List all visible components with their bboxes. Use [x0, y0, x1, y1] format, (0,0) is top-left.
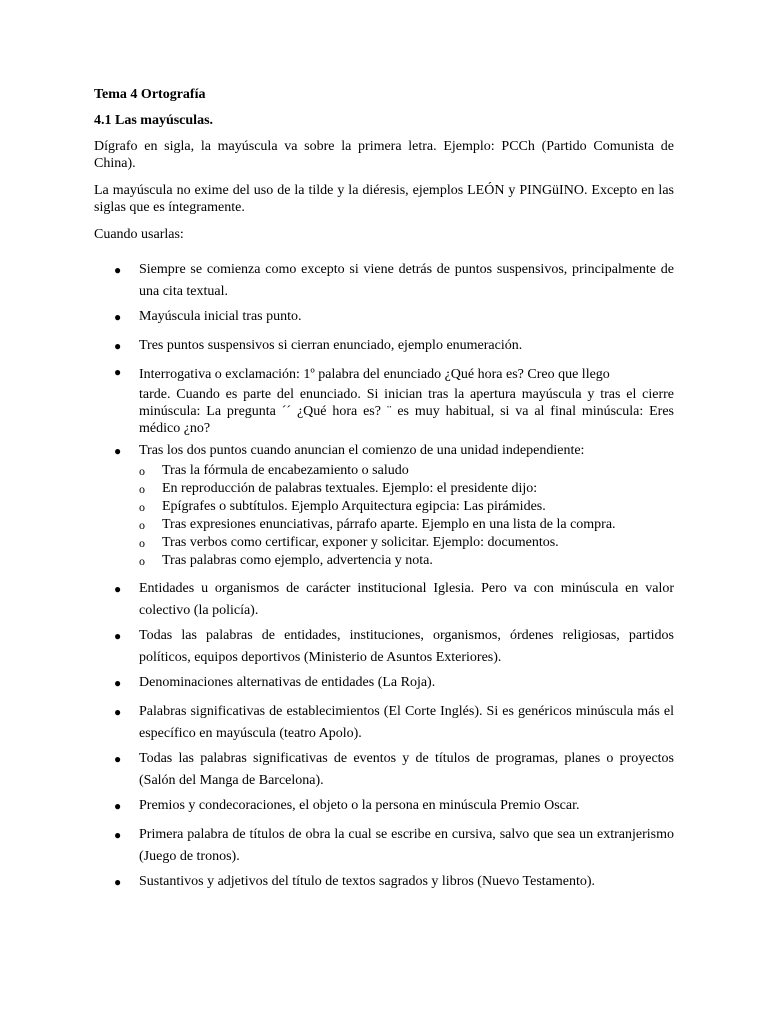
list-item: [94, 701, 674, 745]
list-item-text: Tres puntos suspensivos si cierran enunciado, ejemplo enumeración.: [139, 338, 523, 353]
list-item-text: Todas las palabras significativas de eventos y de títulos de programas, planes o proyectos (Salón del Manga de Barcelona).: [139, 751, 674, 788]
list-item: [94, 259, 674, 303]
bullet-marker: ●: [114, 310, 122, 324]
bullet-marker: ●: [114, 828, 122, 842]
list-item-text: Premios y condecoraciones, el objeto o la persona en minúscula Premio Oscar.: [139, 798, 580, 813]
list-item: [94, 578, 674, 622]
list-item-text-continued: tarde. Cuando es parte del enunciado. Si inician tras la apertura mayúscula y tras el cierre minúscula: La pregunta ´´ ¿Qué hora es? ¨ es muy habitual, si va al final minúscula: Eres médico ¿no?: [139, 387, 674, 436]
list-item-text: Todas las palabras de entidades, instituciones, organismos, órdenes religiosas, partidos políticos, equipos deportivos (Ministerio de Asuntos Exteriores).: [139, 628, 674, 665]
bullet-marker: ●: [114, 752, 122, 766]
paragraph-cuando: Cuando usarlas:: [94, 227, 184, 242]
list-item-text: Mayúscula inicial tras punto.: [139, 309, 302, 324]
sublist-item: o Tras la fórmula de encabezamiento o saludo: [139, 463, 409, 478]
bullet-marker: ●: [114, 705, 122, 719]
bullet-marker: ●: [114, 339, 122, 353]
list-item: [94, 364, 674, 437]
circle-bullet-icon: o: [139, 536, 145, 550]
bullet-marker: ●: [114, 365, 122, 379]
bullet-marker: ●: [114, 875, 122, 889]
bullet-marker: ●: [114, 676, 122, 690]
circle-bullet-icon: o: [139, 500, 145, 514]
list-item-text: Primera palabra de títulos de obra la cual se escribe en cursiva, salvo que sea un extranjerismo (Juego de tronos).: [139, 827, 674, 864]
list-item-text: Sustantivos y adjetivos del título de textos sagrados y libros (Nuevo Testamento).: [139, 874, 596, 889]
list-item: [94, 440, 674, 570]
sublist-item: o Tras expresiones enunciativas, párrafo aparte. Ejemplo en una lista de la compra.: [139, 517, 616, 532]
rules-list: [94, 259, 674, 893]
paragraph-tilde: La mayúscula no exime del uso de la tilde y la diéresis, ejemplos LEÓN y PINGüINO. Excepto en las siglas que es íntegramente.: [94, 183, 674, 215]
list-item-text: Tras los dos puntos cuando anuncian el comienzo de una unidad independiente:: [139, 443, 585, 458]
sublist: [94, 462, 674, 570]
section-heading: 4.1 Las mayúsculas.: [94, 113, 214, 128]
circle-bullet-icon: o: [139, 464, 145, 478]
circle-bullet-icon: o: [139, 518, 145, 532]
sublist-item: o En reproducción de palabras textuales. Ejemplo: el presidente dijo:: [139, 481, 538, 496]
list-item: [94, 672, 674, 694]
list-item: [94, 748, 674, 792]
paragraph-digrafo: Dígrafo en sigla, la mayúscula va sobre la primera letra. Ejemplo: PCCh (Partido Comunista de China).: [94, 139, 674, 171]
bullet-marker: ●: [114, 799, 122, 813]
document-page: [94, 86, 674, 896]
list-item: [94, 795, 674, 817]
list-item: [94, 335, 674, 357]
bullet-marker: ●: [114, 582, 122, 596]
list-item-text: Entidades u organismos de carácter institucional Iglesia. Pero va con minúscula en valor colectivo (la policía).: [139, 581, 674, 618]
sublist-item: o Epígrafes o subtítulos. Ejemplo Arquitectura egipcia: Las pirámides.: [139, 499, 546, 514]
bullet-marker: ●: [114, 629, 122, 643]
list-item-text: Palabras significativas de establecimientos (El Corte Inglés). Si es genéricos minúscula más el específico en mayúscula (teatro Apolo).: [139, 704, 674, 741]
list-item-text: Interrogativa o exclamación: 1º palabra del enunciado ¿Qué hora es? Creo que llego: [139, 367, 610, 382]
list-item: [94, 625, 674, 669]
bullet-marker: ●: [114, 444, 122, 458]
list-item: [94, 824, 674, 868]
circle-bullet-icon: o: [139, 482, 145, 496]
circle-bullet-icon: o: [139, 554, 145, 568]
sublist-item: o Tras palabras como ejemplo, advertencia y nota.: [139, 553, 433, 568]
list-item: [94, 306, 674, 328]
sublist-item: o Tras verbos como certificar, exponer y solicitar. Ejemplo: documentos.: [139, 535, 559, 550]
list-item-text: Denominaciones alternativas de entidades (La Roja).: [139, 675, 436, 690]
document-title: Tema 4 Ortografía: [94, 87, 206, 102]
list-item: [94, 871, 674, 893]
list-item-text: Siempre se comienza como excepto si viene detrás de puntos suspensivos, principalmente de una cita textual.: [139, 262, 674, 299]
bullet-marker: ●: [114, 263, 122, 277]
